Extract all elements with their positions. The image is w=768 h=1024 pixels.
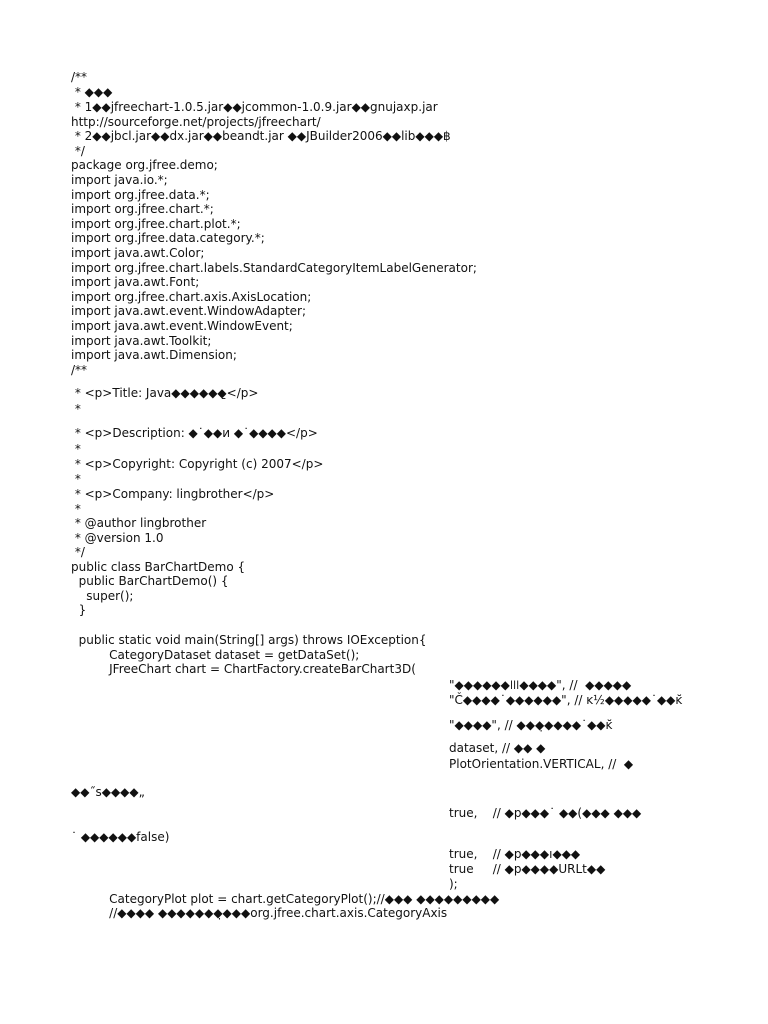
code-line: * 2◆◆jbcl.jar◆◆dx.jar◆◆beandt.jar ◆◆JBuilder2006◆◆lib◆◆◆฿ [71,129,451,143]
code-line: CategoryPlot plot = chart.getCategoryPlot();//◆◆◆ ◆◆◆◆◆◆◆◆◆ [71,892,500,906]
code-line: * <p>Copyright: Copyright (c) 2007</p> [71,457,324,471]
code-line: * [71,402,81,416]
code-line: true // ◆р◆◆◆◆URLt◆◆ [449,862,606,876]
code-line: "◆◆◆◆", // ◆◆◆̣◆◆◆◆˙◆◆ĸ̆ [449,718,613,732]
code-line: true, // ◆р◆◆◆˙ ◆◆(◆◆◆̵ ◆◆◆ [449,806,642,820]
code-line: import org.jfree.data.category.*; [71,231,265,245]
code-line: import java.awt.Toolkit; [71,334,212,348]
code-line: import java.awt.event.WindowEvent; [71,319,293,333]
code-line: import java.awt.event.WindowAdapter; [71,304,307,318]
code-line: package org.jfree.demo; [71,158,218,172]
code-line: * <p>Description: ◆˙◆◆и ◆˙◆◆◆◆</p> [71,426,318,440]
code-line: //◆◆◆◆ ◆◆◆◆◆◆◆̣◆◆◆org.jfree.chart.axis.CategoryAxis [71,906,448,920]
code-line: public static void main(String[] args) throws IOException{ [71,633,427,647]
code-line: "◆◆◆◆◆◆Ⲽ◆◆◆◆", // ◆◆◆◆◆ [449,678,632,692]
code-line: import org.jfree.chart.axis.AxisLocation; [71,290,312,304]
code-line: import java.io.*; [71,173,168,187]
code-line: * [71,502,81,516]
code-line: ◆◆˝ѕ◆◆◆◆„ [71,785,145,799]
code-line: import org.jfree.chart.plot.*; [71,217,241,231]
code-line: public class BarChartDemo { [71,560,246,574]
code-line: "Č◆◆◆◆˙◆◆◆◆◆◆", // ĸ½◆◆◆◆◆˙◆◆ĸ̆ [449,693,683,707]
code-line: public BarChartDemo() { [71,574,229,588]
code-line: * [71,472,81,486]
code-line: * ◆◆◆ [71,85,113,99]
code-line: * <p>Title: Java◆◆◆◆◆◆̱</p> [71,386,259,400]
code-line: * [71,442,81,456]
code-line: ); [449,877,458,891]
code-line: /** [71,70,88,84]
code-line: dataset, // ◆◆ ◆ [449,741,546,755]
code-line: http://sourceforge.net/projects/jfreechart/ [71,115,321,129]
code-line: */ [71,545,85,559]
code-line: import java.awt.Color; [71,246,205,260]
code-line: ˙ ◆◆◆◆◆◆false) [71,830,170,844]
code-line: /** [71,363,88,377]
code-line: * @author lingbrother [71,516,207,530]
code-line: import org.jfree.data.*; [71,188,210,202]
code-line: * @version 1.0 [71,531,164,545]
code-line: CategoryDataset dataset = getDataSet(); [71,648,360,662]
code-line: } [71,603,87,617]
code-line: * <p>Company: lingbrother</p> [71,487,275,501]
code-line: super(); [71,589,134,603]
code-line: */ [71,144,85,158]
code-line: * 1◆◆jfreechart-1.0.5.jar◆◆jcommon-1.0.9.jar◆◆gnujaxp.jar [71,100,438,114]
code-line: import java.awt.Font; [71,275,200,289]
code-line: import org.jfree.chart.labels.StandardCategoryItemLabelGenerator; [71,261,477,275]
code-line: import org.jfree.chart.*; [71,202,214,216]
code-line: JFreeChart chart = ChartFactory.createBarChart3D( [71,662,416,676]
code-line: import java.awt.Dimension; [71,348,237,362]
code-line: PlotOrientation.VERTICAL, // ◆ [449,757,634,771]
code-line: true, // ◆р◆◆◆ı◆◆◆ [449,847,581,861]
